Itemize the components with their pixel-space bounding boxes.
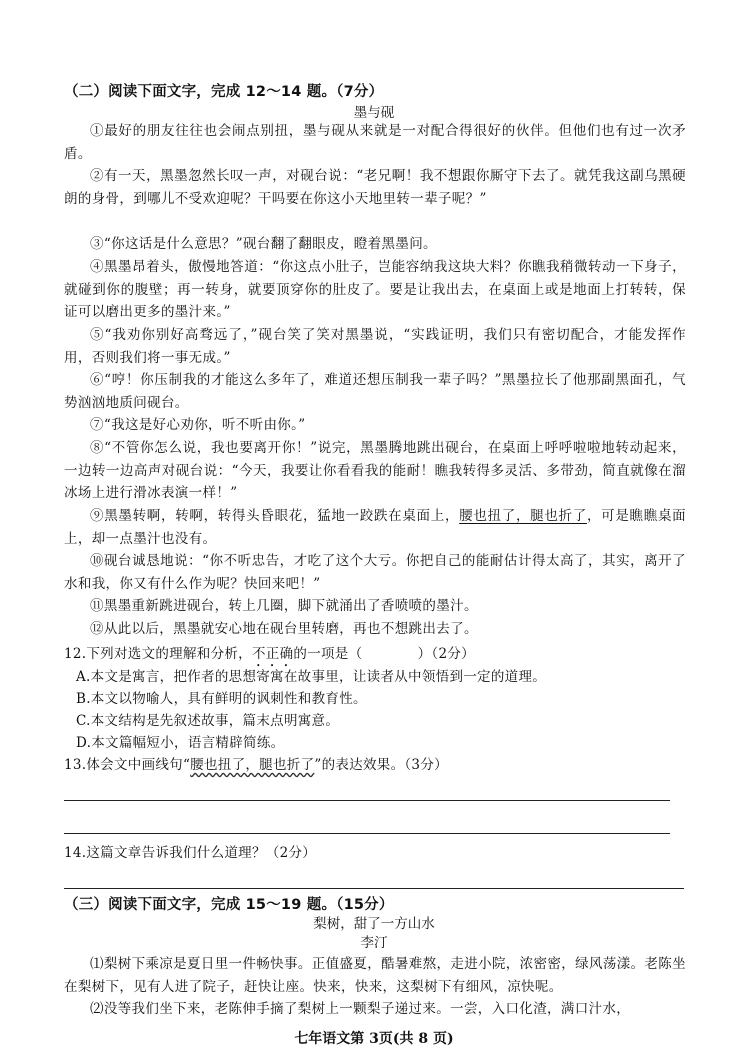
- q13-text-pre: 13.体会文中画线句“: [64, 757, 191, 773]
- q12-option-a: A.本文是寓言，把作者的思想寄寓在故事里，让读者从中领悟到一定的道理。: [76, 669, 547, 685]
- q13-text-post: ”的表达效果。（3分）: [314, 757, 448, 773]
- section2-title: 墨与砚: [353, 105, 395, 121]
- q12-text-post: 的一项是（ ）（2分）: [293, 646, 475, 662]
- answer-line-13-2[interactable]: [64, 833, 670, 834]
- s2-paragraph-3: ③“你这话是什么意思？”砚台翻了翻眼皮，瞪着黑墨问。: [90, 236, 437, 252]
- q12-option-d: D.本文篇幅短小，语言精辟简练。: [76, 735, 285, 751]
- s2-paragraph-7: ⑦“我这是好心劝你，听不听由你。”: [90, 417, 306, 433]
- section3-author: 李汀: [360, 935, 388, 951]
- q12-text-pre: 12.下列对选文的理解和分析，: [64, 646, 252, 662]
- s2-paragraph-11: ⑪黑墨重新跳进砚台，转上几圈，脚下就涌出了香喷喷的墨汁。: [90, 598, 478, 614]
- s2-paragraph-8: ⑧“不管你怎么说，我也要离开你！”说完，黑墨腾地跳出砚台，在桌面上呼呼啦啦地转动起来，一边转一边高声对砚台说：“今天，我要让你看看我的能耐！瞧我转得多灵活、多带劲，简直就像在溜冰场上进行滑冰表演一样！”: [64, 440, 686, 501]
- q13-quote: 腰也扭了，腿也折了: [190, 757, 315, 773]
- q12-option-b: B.本文以物喻人，具有鲜明的讽刺性和教育性。: [76, 691, 367, 707]
- section2-heading: （二）阅读下面文字，完成 12～14 题。（7分）: [64, 84, 384, 100]
- s2-paragraph-10: ⑩砚台诚恳地说：“你不听忠告，才吃了这个大亏。你把自己的能耐估计得太高了，其实，离开了水和我，你又有什么作为呢？快回来吧！”: [64, 553, 686, 592]
- question-14: 14.这篇文章告诉我们什么道理？（2分）: [64, 845, 317, 861]
- s2-paragraph-12: ⑫从此以后，黑墨就安心地在砚台里转磨，再也不想跳出去了。: [90, 621, 478, 637]
- answer-line-14[interactable]: [64, 888, 684, 889]
- q12-emphasis: 不正确: [251, 646, 294, 662]
- underlined-sentence: 腰也扭了，腿也折了: [459, 508, 587, 524]
- s2-paragraph-4: ④黑墨昂着头，傲慢地答道：“你这点小肚子，岂能容纳我这块大料？你瞧我稍微转动一下身子，就碰到你的腹壁；再一转身，就要顶穿你的肚皮了。要是让我出去，在桌面上或是地面上打转转，保证可以磨出更多的墨汁来。”: [64, 259, 686, 320]
- answer-line-13-1[interactable]: [64, 800, 670, 801]
- section3-heading: （三）阅读下面文字，完成 15～19 题。（15分）: [64, 897, 394, 913]
- s2-paragraph-2: ②有一天，黑墨忽然长叹一声，对砚台说：“老兄啊！我不想跟你厮守下去了。就凭我这副乌黑硬朗的身骨，到哪儿不受欢迎呢？干吗要在你这小天地里转一辈子呢？”: [64, 168, 686, 207]
- question-13: [64, 754, 686, 777]
- s3-paragraph-2: ⑵没等我们坐下来，老陈伸手摘了梨树上一颗梨子递过来。一尝，入口化渣，满口汁水，: [90, 1001, 631, 1017]
- s2-paragraph-5: ⑤“我劝你别好高骛远了，”砚台笑了笑对黑墨说，“实践证明，我们只有密切配合，才能发挥作用，否则我们将一事无成。”: [64, 327, 686, 366]
- s2-paragraph-6: ⑥“哼！你压制我的才能这么多年了，难道还想压制我一辈子吗？”黑墨拉长了他那副黑面孔，气势汹汹地质问砚台。: [64, 372, 686, 411]
- s2-paragraph-1: ①最好的朋友往往也会闹点别扭，墨与砚从来就是一对配合得很好的伙伴。但他们也有过一次矛盾。: [64, 123, 686, 162]
- page-footer: 七年语文第 3页(共 8 页): [294, 1031, 454, 1047]
- q12-option-c: C.本文结构是先叙述故事，篇末点明寓意。: [76, 713, 340, 729]
- s2-paragraph-9: ⑨黑墨转啊，转啊，转得头昏眼花，猛地一跤跌在桌面上，腰也扭了，腿也折了，可是瞧瞧桌面上，却一点墨汁也没有。: [64, 508, 686, 547]
- s3-paragraph-1: ⑴梨树下乘凉是夏日里一件畅快事。正值盛夏，酷暑难熬，走进小院，浓密密，绿风荡漾。老陈坐在梨树下，见有人进了院子，赶快让座。快来，快来，这梨树下有细风，凉快呢。: [64, 956, 686, 995]
- section3-title: 梨树，甜了一方山水: [313, 916, 435, 932]
